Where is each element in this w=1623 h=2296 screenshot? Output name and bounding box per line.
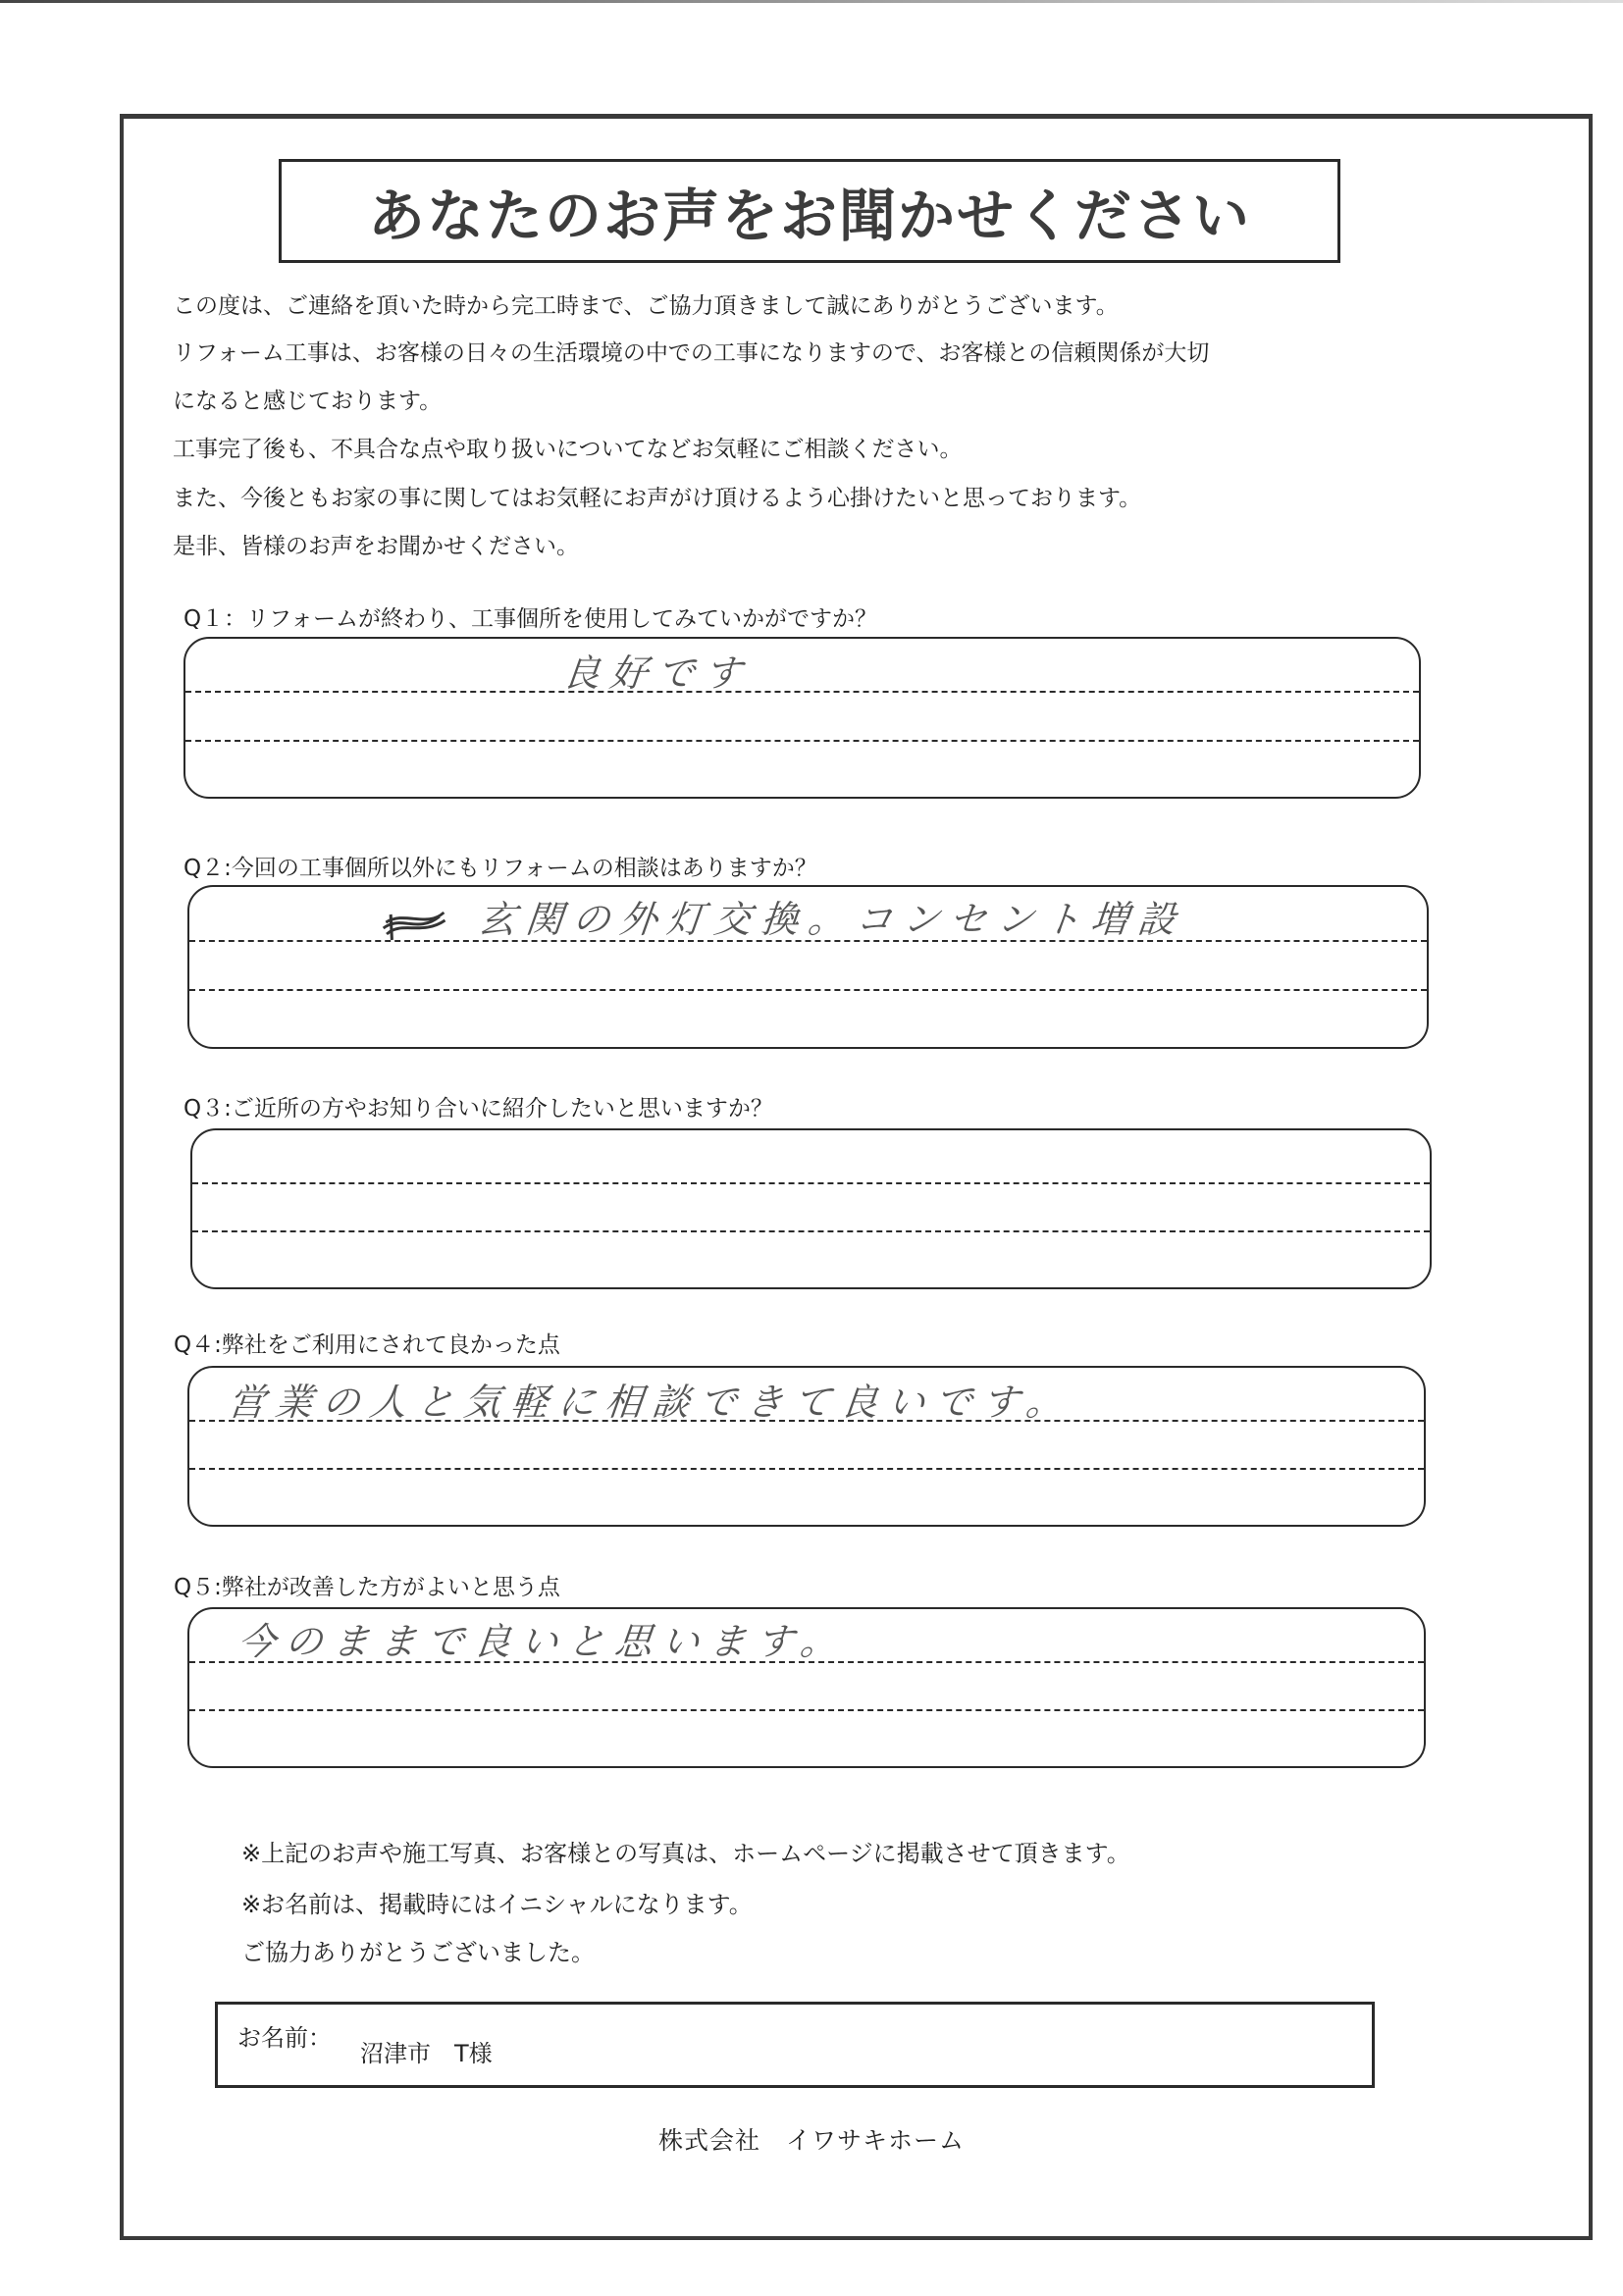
page-title: あなたのお声をお聞かせください — [367, 183, 1251, 249]
answer-guide-line — [185, 740, 1419, 742]
question-3-answer-box[interactable] — [190, 1128, 1432, 1289]
name-field-box[interactable] — [215, 2002, 1375, 2088]
intro-line: 是非、皆様のお声をお聞かせください。 — [173, 534, 579, 559]
title-box — [279, 159, 1340, 263]
intro-line: リフォーム工事は、お客様の日々の生活環境の中での工事になりますので、お客様との信頼関係が大切 — [173, 340, 1210, 366]
answer-guide-line — [192, 1230, 1430, 1232]
question-4-answer-box[interactable] — [187, 1366, 1426, 1527]
question-4-label: Q４:弊社をご利用にされて良かった点 — [174, 1332, 560, 1358]
question-2-answer: 玄関の外灯交換。コンセント増設 — [476, 898, 1187, 941]
question-2-label: Q２:今回の工事個所以外にもリフォームの相談はありますか？ — [183, 856, 817, 881]
answer-guide-line — [189, 1468, 1424, 1470]
question-3-label: Q３:ご近所の方やお知り合いに紹介したいと思いますか？ — [183, 1096, 773, 1122]
note-line: ※お名前は、掲載時にはイニシャルになります。 — [241, 1891, 753, 1918]
question-2-answer-box[interactable] — [187, 885, 1429, 1049]
answer-guide-line — [189, 1709, 1424, 1711]
company-name: 株式会社 イワサキホーム — [657, 2126, 965, 2155]
question-4-answer: 営業の人と気軽に相談できて良いです。 — [226, 1381, 1075, 1424]
note-line: ※上記のお声や施工写真、お客様との写真は、ホームページに掲載させて頂きます。 — [241, 1840, 1130, 1867]
question-1-answer-box[interactable] — [183, 637, 1421, 799]
scan-edge-line — [0, 0, 1623, 3]
question-1-label: Q１：リフォームが終わり、工事個所を使用してみていかがですか？ — [183, 606, 877, 632]
crossed-out-scribble-icon — [378, 907, 450, 940]
intro-line: この度は、ご連絡を頂いた時から完工時まで、ご協力頂きまして誠にありがとうございます。 — [173, 293, 1119, 319]
question-5-answer-box[interactable] — [187, 1607, 1426, 1768]
intro-line: 工事完了後も、不具合な点や取り扱いについてなどお気軽にご相談ください。 — [173, 437, 963, 462]
answer-guide-line — [192, 1182, 1430, 1184]
question-5-label: Q５:弊社が改善した方がよいと思う点 — [174, 1575, 560, 1600]
intro-line: また、今後ともお家の事に関してはお気軽にお声がけ頂けるよう心掛けたいと思っております。 — [173, 486, 1142, 511]
answer-guide-line — [185, 691, 1419, 693]
name-field-value: 沼津市 T様 — [360, 2040, 493, 2067]
intro-line: になると感じております。 — [173, 389, 443, 414]
thanks-line: ご協力ありがとうございました。 — [241, 1939, 595, 1966]
question-2-answer-row — [378, 889, 1188, 943]
name-field-label: お名前： — [237, 2024, 332, 2052]
answer-guide-line — [189, 989, 1427, 991]
question-1-answer: 良好です — [560, 652, 754, 695]
question-5-answer: 今のままで良いと思います。 — [236, 1620, 850, 1663]
